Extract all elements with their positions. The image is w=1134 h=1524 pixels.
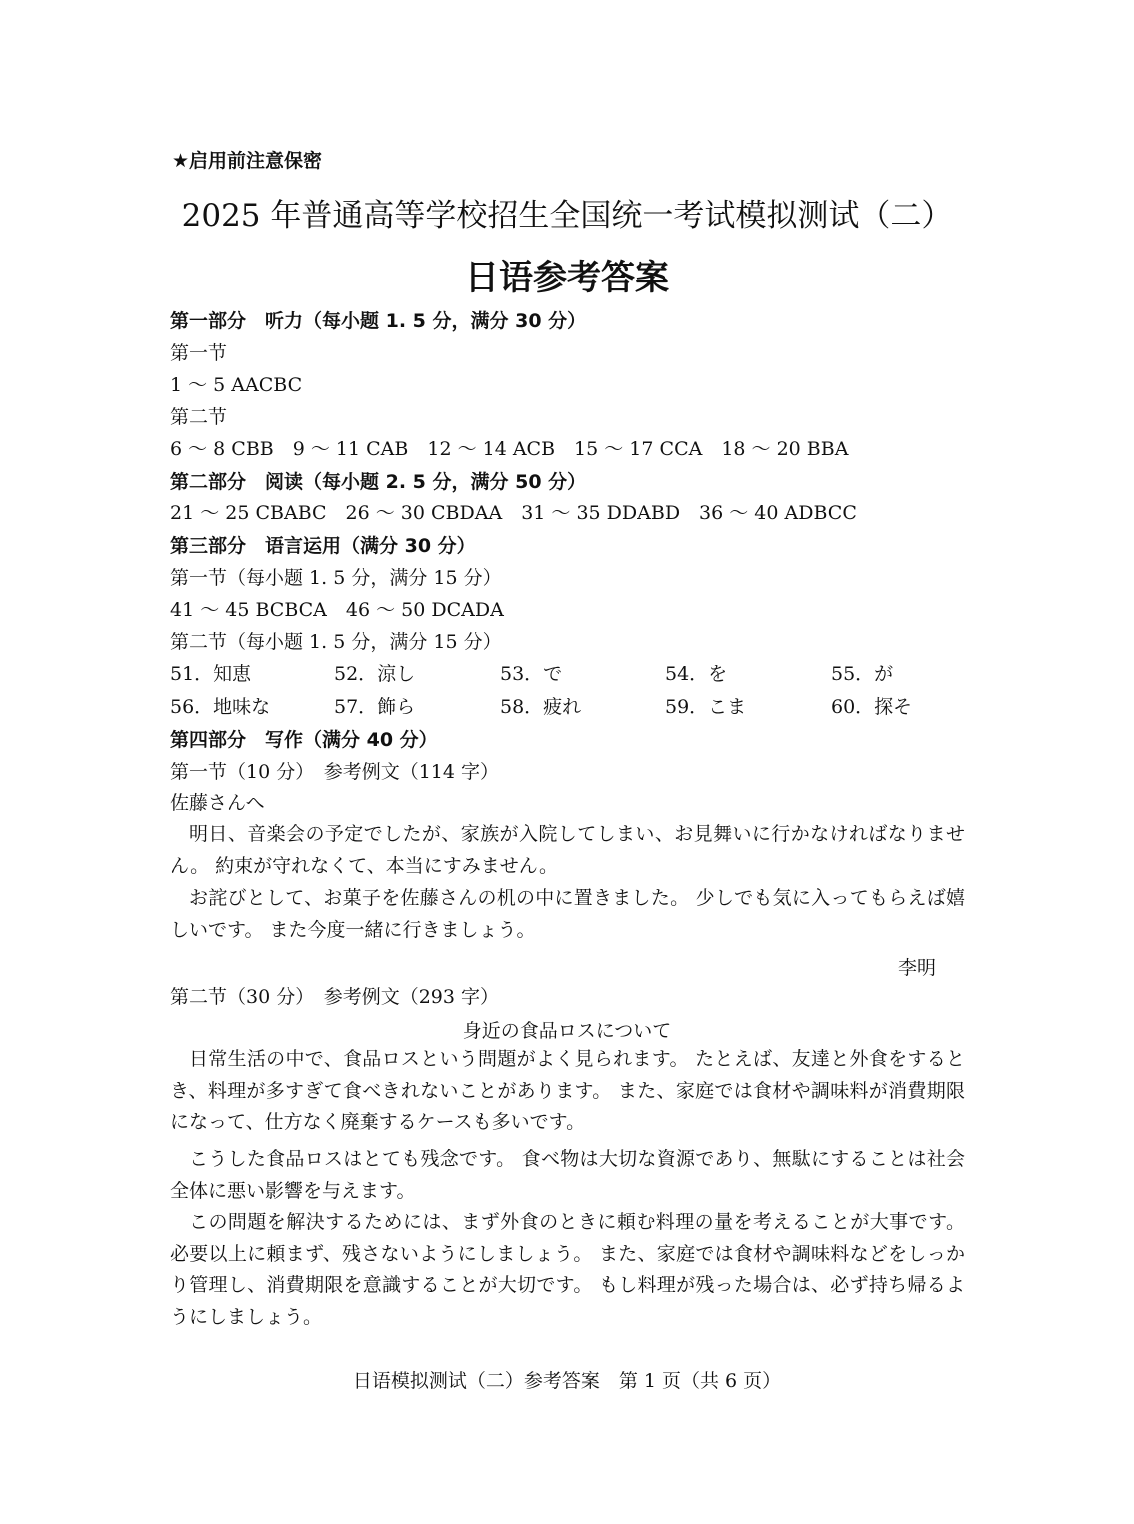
fill-answer-52: 52．涼し [334, 663, 416, 685]
fill-answer-54: 54．を [665, 663, 728, 685]
part3-heading: 第三部分 语言运用（满分 30 分） [170, 535, 476, 557]
fill-answer-59: 59．こま [665, 696, 747, 718]
part1-section1-label: 第一节 [170, 342, 228, 364]
fill-answer-60: 60．探そ [831, 696, 913, 718]
subject-title: 日语参考答案 [465, 258, 669, 298]
fill-answer-55: 55．が [831, 663, 894, 685]
confidential-label: ★启用前注意保密 [172, 150, 323, 172]
letter-salutation: 佐藤さんへ [170, 792, 265, 814]
fill-answer-56: 56．地味な [170, 696, 271, 718]
exam-title: 2025 年普通高等学校招生全国统一考试模拟测试（二） [181, 198, 953, 234]
part1-section2-answers: 6 ～ 8 CBB 9 ～ 11 CAB 12 ～ 14 ACB 15 ～ 17 CCA 18 ～ 20 BBA [170, 438, 849, 460]
part3-section1-answers: 41 ～ 45 BCBCA 46 ～ 50 DCADA [170, 599, 504, 621]
page-footer: 日语模拟测试（二）参考答案 第 1 页（共 6 页） [352, 1370, 782, 1392]
fill-answer-57: 57．飾ら [334, 696, 416, 718]
part2-heading: 第二部分 阅读（每小题 2. 5 分，满分 50 分） [170, 471, 587, 493]
essay-paragraph-3: この問題を解決するためには、まず外食のときに頼む料理の量を考えることが大事です。 必要以上に頼まず、残さないようにしましょう。 また、家庭では食材や調味料などをしっかり管理し、消費期限を意識することが大切です。 もし料理が残った場合は、必ず持ち帰るようにしましょう。 [170, 1211, 965, 1328]
letter-paragraph-2: お詫びとして、お菓子を佐藤さんの机の中に置きました。 少しでも気に入ってもらえば嬉しいです。 また今度一緒に行きましょう。 [170, 887, 965, 941]
part1-heading: 第一部分 听力（每小题 1. 5 分，满分 30 分） [170, 310, 587, 332]
fill-answer-58: 58．疲れ [500, 696, 582, 718]
part4-section2-label: 第二节（30 分） 参考例文（293 字） [170, 986, 500, 1008]
part3-section1-label: 第一节（每小题 1. 5 分，满分 15 分） [170, 567, 502, 589]
letter-paragraph-1: 明日、音楽会の予定でしたが、家族が入院してしまい、お見舞いに行かなければなりません。 約束が守れなくて、本当にすみません。 [170, 823, 965, 877]
essay-title: 身近の食品ロスについて [462, 1020, 672, 1042]
letter-signature: 李明 [898, 957, 937, 979]
essay-paragraph-1: 日常生活の中で、食品ロスという問題がよく見られます。 たとえば、友達と外食をするとき、料理が多すぎて食べきれないことがあります。 また、家庭では食材や調味料が消費期限になって、仕方なく廃棄するケースも多いです。 [170, 1048, 965, 1133]
fill-answer-53: 53．で [500, 663, 563, 685]
essay-paragraph-2: こうした食品ロスはとても残念です。 食べ物は大切な資源であり、無駄にすることは社会全体に悪い影響を与えます。 [170, 1148, 965, 1202]
fill-answer-51: 51．知恵 [170, 663, 252, 685]
part4-heading: 第四部分 写作（满分 40 分） [170, 729, 438, 751]
part2-answers: 21 ～ 25 CBABC 26 ～ 30 CBDAA 31 ～ 35 DDABD 36 ～ 40 ADBCC [170, 502, 857, 524]
part4-section1-label: 第一节（10 分） 参考例文（114 字） [170, 761, 500, 783]
part1-section1-answers: 1 ～ 5 AACBC [170, 374, 303, 396]
part1-section2-label: 第二节 [170, 406, 228, 428]
part3-section2-label: 第二节（每小题 1. 5 分，满分 15 分） [170, 631, 502, 653]
